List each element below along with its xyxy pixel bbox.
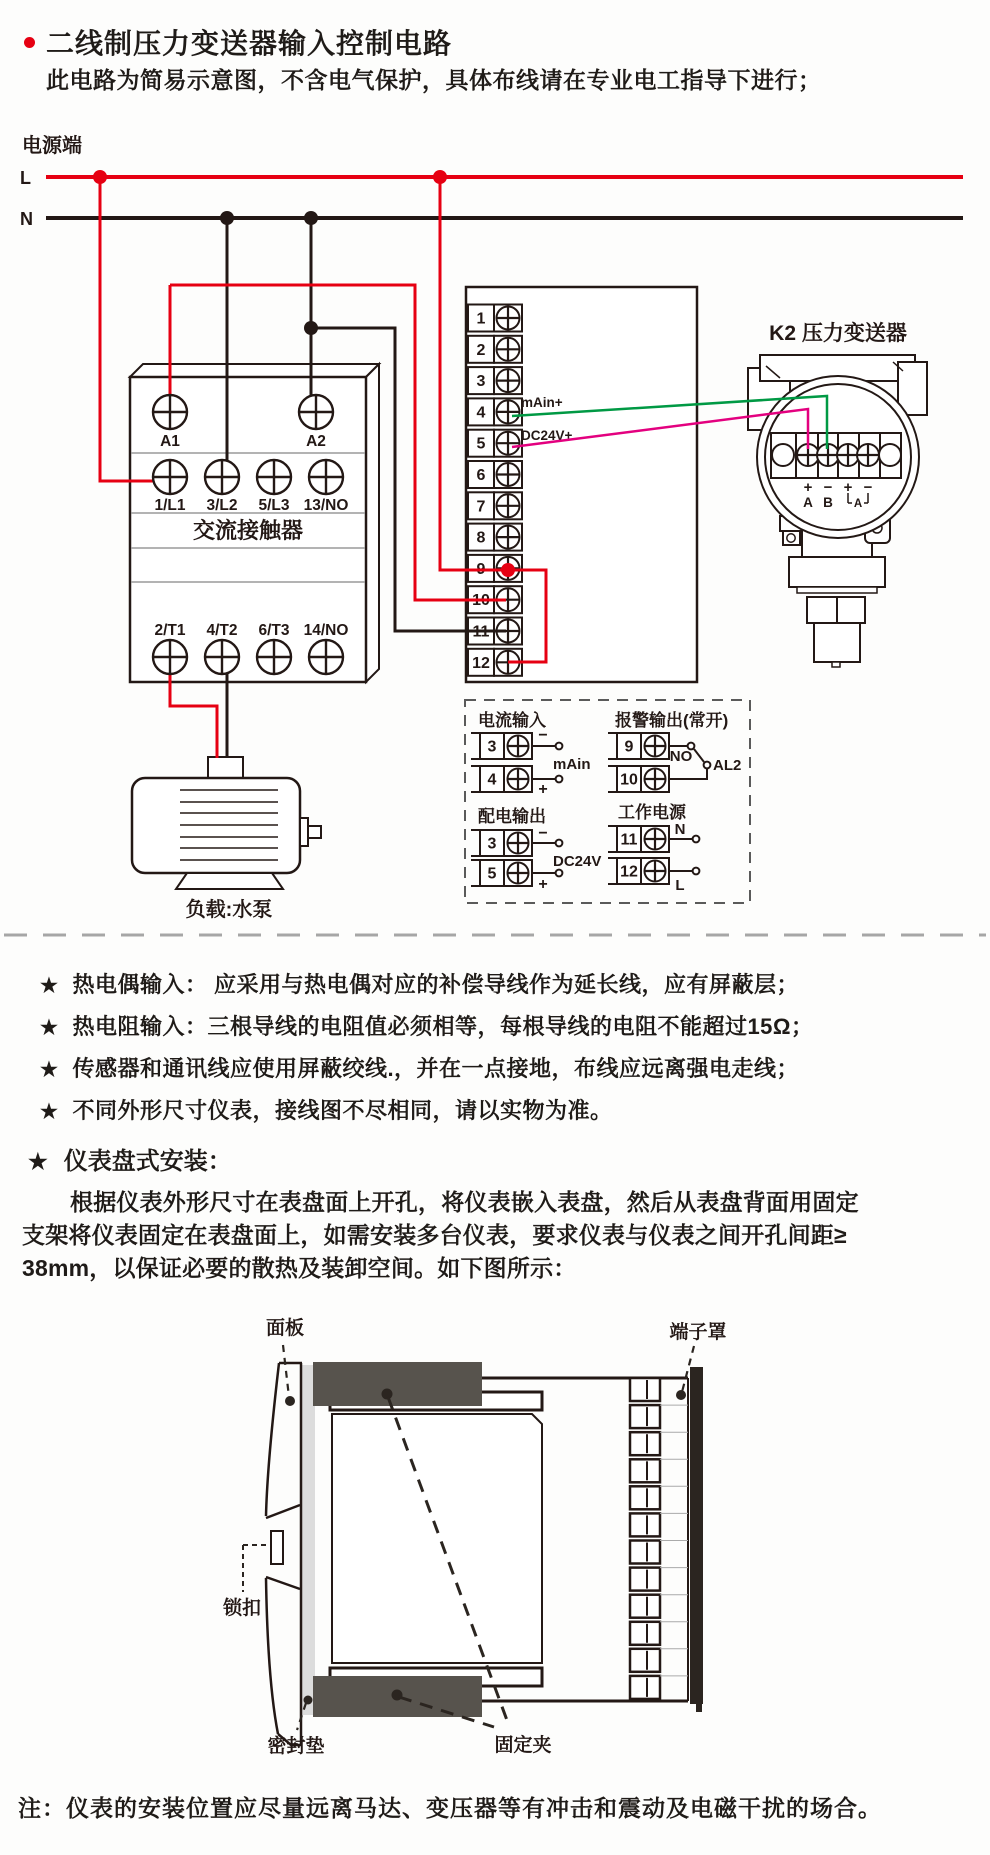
line-terminal-label: 13/NO [303, 497, 349, 514]
note-text: 不同外形尺寸仪表，接线图不尽相同，请以实物为准。 [72, 1098, 613, 1123]
line-terminal-label: 3/L2 [206, 497, 238, 514]
note-item [40, 1094, 612, 1125]
line-terminal-label: 1/L1 [154, 497, 186, 514]
terminal-cover-bar [690, 1367, 703, 1704]
terminal-number: 5 [476, 435, 486, 453]
work-power-group [608, 802, 699, 894]
indicator-terminal-block [466, 287, 697, 682]
terminal-number: 11 [620, 831, 638, 849]
note-item [40, 968, 799, 999]
note-text: 热电偶输入： 应采用与热电偶对应的补偿导线作为延长线，应有屏蔽层； [72, 972, 800, 997]
note-text: 传感器和通讯线应使用屏蔽绞线.，并在一点接地，布线应远离强电走线； [72, 1056, 800, 1081]
terminal-number: 10 [472, 592, 490, 610]
group-title: 电流输入 [478, 711, 546, 730]
terminal-number: 11 [472, 623, 490, 641]
terminal-number: 9 [476, 560, 486, 578]
fixing-clip-top [313, 1362, 482, 1406]
front-panel-bezel [266, 1363, 302, 1745]
terminal-number: 12 [620, 863, 638, 881]
install-section-header [28, 1141, 232, 1176]
group-title: 报警输出(常开) [615, 711, 729, 730]
terminal-number: 1 [476, 310, 486, 328]
section-title: 仪表盘式安装： [63, 1148, 232, 1175]
load-terminal-label: 4/T2 [206, 622, 238, 639]
terminal-number: 3 [487, 738, 497, 756]
panel-install-figure [223, 1316, 727, 1757]
note-item [40, 1052, 799, 1083]
bracket-label: A [853, 498, 863, 510]
load-terminal-label: 2/T1 [154, 622, 186, 639]
signal-label: DC24V [553, 853, 602, 870]
power-rails [20, 133, 82, 229]
polarity-sign: − [538, 727, 548, 744]
footer-note: 注：仪表的安装位置应尽量远离马达、变压器等有冲击和震动及电磁干扰的场合。 [18, 1795, 882, 1821]
gasket-label: 密封垫 [267, 1736, 325, 1757]
terminal4-wire-label: mAin+ [521, 395, 563, 410]
transmitter-title: K2 压力变送器 [769, 322, 907, 345]
pressure-transmitter [748, 321, 927, 667]
terminal-letter: B [823, 495, 833, 510]
install-paragraph-line: 根据仪表外形尺寸在表盘面上开孔，将仪表嵌入表盘，然后从表盘背面用固定 [70, 1189, 859, 1215]
polarity-sign: − [538, 825, 548, 842]
latch [271, 1531, 283, 1564]
star-bullet-icon: ★ [40, 1017, 59, 1039]
dist-output-group [471, 806, 601, 893]
star-bullet-icon: ★ [40, 975, 59, 997]
coil-terminal-label: A2 [306, 433, 326, 450]
relay-label: AL2 [713, 757, 742, 774]
terminal-letter: A [803, 495, 813, 510]
latch-label: 锁扣 [222, 1598, 262, 1619]
install-paragraph-line: 38mm，以保证必要的散热及装卸空间。如下图所示： [22, 1255, 577, 1281]
panel-label: 面板 [265, 1318, 305, 1339]
terminal-number: 2 [476, 341, 486, 359]
polarity-sign: + [538, 876, 548, 893]
load-terminal-label: 14/NO [303, 622, 349, 639]
load-terminal-label: 6/T3 [258, 622, 290, 639]
line-sign: L [675, 877, 685, 894]
gasket-strip [302, 1365, 315, 1715]
water-pump-motor [132, 757, 321, 921]
star-bullet-icon: ★ [40, 1101, 59, 1123]
terminal-number: 4 [487, 771, 497, 789]
terminal-number: 10 [620, 771, 638, 789]
case-body [332, 1414, 542, 1663]
terminal-cover-label: 端子罩 [669, 1322, 727, 1343]
note-text: 热电阻输入：三根导线的电阻值必须相等，每根导线的电阻不能超过15Ω； [72, 1014, 814, 1039]
coil-terminal-label: A1 [160, 433, 180, 450]
group-title: 配电输出 [478, 807, 546, 826]
terminal-number: 3 [476, 373, 486, 391]
live-line-label: L [20, 168, 31, 188]
polarity-sign: − [863, 479, 873, 496]
terminal-number: 9 [624, 738, 634, 756]
load-label: 负载:水泵 [185, 899, 273, 921]
line-sign: N [674, 821, 686, 838]
terminal-number: 4 [476, 404, 486, 422]
terminal-number: 12 [472, 654, 490, 672]
terminal5-wire-label: DC24V+ [521, 428, 573, 443]
clip-label: 固定夹 [494, 1735, 552, 1756]
power-section-label: 电源端 [22, 135, 82, 157]
star-bullet-icon: ★ [40, 1059, 59, 1081]
signal-label: mAin [553, 756, 591, 773]
polarity-sign: − [823, 479, 833, 496]
note-item [40, 1010, 814, 1041]
line-terminal-label: 5/L3 [258, 497, 290, 514]
page-subtitle: 此电路为简易示意图，不含电气保护，具体布线请在专业电工指导下进行； [46, 67, 822, 93]
terminal-number: 7 [476, 498, 486, 516]
terminal-number: 5 [487, 865, 497, 883]
current-input-group [471, 710, 591, 798]
terminal-number: 8 [476, 529, 486, 547]
polarity-sign: + [538, 781, 548, 798]
polarity-sign: + [803, 479, 813, 496]
group-title: 工作电源 [618, 803, 686, 822]
star-bullet-icon: ★ [28, 1149, 48, 1174]
install-paragraph-line: 支架将仪表固定在表盘面上，如需安装多台仪表，要求仪表与仪表之间开孔间距≥ [22, 1222, 847, 1248]
terminal-number: 6 [476, 467, 486, 484]
terminal-number: 3 [487, 835, 497, 853]
alarm-output-group [608, 710, 741, 792]
polarity-sign: + [843, 479, 853, 496]
terminal-detail-box [465, 700, 750, 903]
neutral-line-label: N [20, 209, 33, 229]
rear-terminal-column [630, 1367, 703, 1712]
contactor-title: 交流接触器 [192, 518, 304, 543]
page-title: 二线制压力变送器输入控制电路 [46, 28, 453, 59]
contact-type-label: NO [669, 748, 693, 765]
